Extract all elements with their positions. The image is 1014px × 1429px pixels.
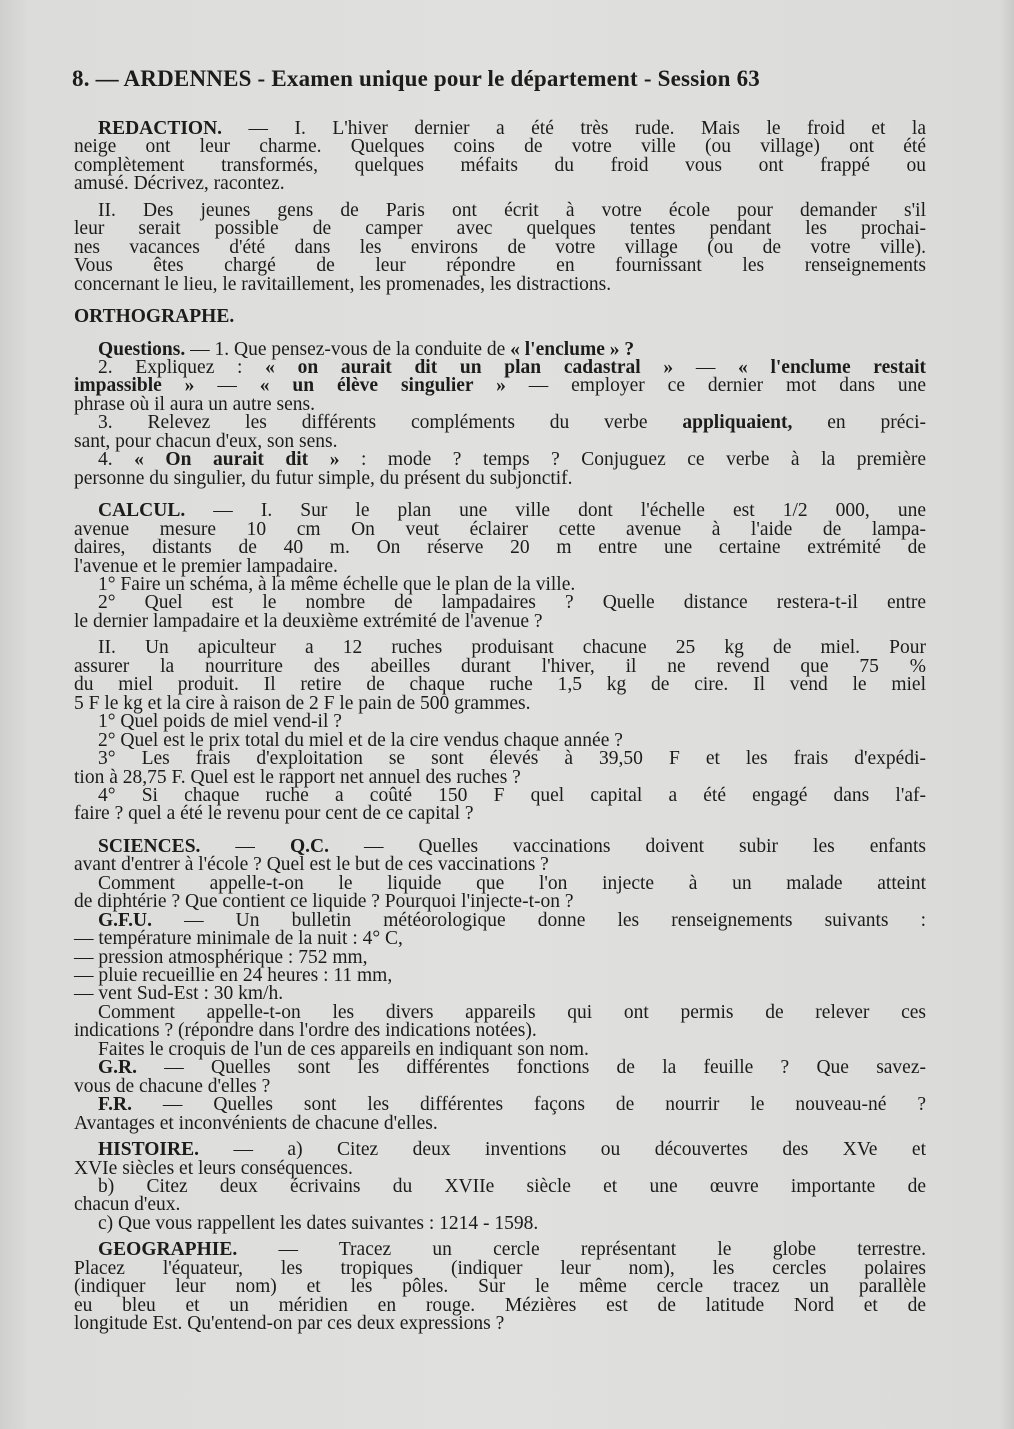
text-line: SCIENCES. — Q.C. — Quelles vaccinations doivent subir les enfants bbox=[98, 835, 927, 857]
text-line: nes vacances d'été dans les environs de votre village (ou de votre ville). bbox=[74, 236, 926, 258]
text-line: 2° Quel est le prix total du miel et de la cire vendus chaque année ? bbox=[98, 729, 623, 751]
section-redaction bbox=[74, 120, 926, 294]
text-line: de diphtérie ? Que contient ce liquide ? Pourquoi l'injecte-t-on ? bbox=[74, 891, 574, 913]
text-line: b) Citez deux écrivains du XVIIe siècle et une œuvre importante de bbox=[98, 1176, 926, 1198]
text-line: longitude Est. Qu'entend-on par ces deux expressions ? bbox=[74, 1313, 505, 1335]
text-line: faire ? quel a été le revenu pour cent de ce capital ? bbox=[74, 803, 474, 825]
text-line: Faites le croquis de l'un de ces appareils en indiquant son nom. bbox=[98, 1038, 589, 1060]
section-geographie bbox=[74, 1241, 926, 1333]
text-line: Comment appelle-t-on les divers appareils qui ont permis de relever ces bbox=[98, 1001, 926, 1023]
text-span: 3. Relevez les différents compléments du verbe bbox=[98, 412, 683, 434]
text-line bbox=[74, 1096, 926, 1114]
text-span: Q.C. bbox=[289, 835, 329, 857]
text-span: — Un bulletin météorologique donne les renseignements suivants : bbox=[152, 909, 926, 931]
text-line: leur serait possible de camper avec quelques tentes pendant les prochai- bbox=[74, 218, 926, 240]
text-span: — Quelles sont les différentes fonctions de la feuille ? Que savez- bbox=[137, 1057, 926, 1079]
text-line: 1° Faire un schéma, à la même échelle que le plan de la ville. bbox=[98, 573, 576, 595]
text-line bbox=[74, 502, 926, 520]
text-line: complètement transformés, quelques méfaits du froid vous ont frappé ou bbox=[74, 154, 926, 176]
text-span: — I. L'hiver dernier a été très rude. Mais le froid et la bbox=[248, 118, 927, 139]
text-span: — bbox=[194, 375, 260, 397]
section-label: CALCUL. bbox=[98, 500, 186, 522]
text-line: du miel produit. Il retire de chaque ruche 1,5 kg de cire. Il vend le miel bbox=[74, 674, 926, 696]
section-label: HISTOIRE. bbox=[98, 1139, 199, 1161]
text-line: — vent Sud-Est : 30 km/h. bbox=[74, 983, 284, 1005]
section-label: REDACTION. bbox=[98, 118, 223, 139]
section-orthographe bbox=[74, 308, 926, 488]
text-line: concernant le lieu, le ravitaillement, les promenades, les distractions. bbox=[74, 273, 612, 295]
text-line: avenue mesure 10 cm On veut éclairer cette avenue à l'aide de lampa- bbox=[74, 518, 926, 540]
text-line: 4° Si chaque ruche a coûté 150 F quel capital a été engagé dans l'af- bbox=[98, 784, 926, 806]
text-line: l'avenue et le premier lampadaire. bbox=[74, 555, 338, 577]
text-line: — pluie recueillie en 24 heures : 11 mm, bbox=[74, 965, 393, 987]
text-span: impassible » bbox=[74, 375, 195, 397]
text-line bbox=[74, 1141, 926, 1159]
text-line: II. Un apiculteur a 12 ruches produisant chacune 25 kg de miel. Pour bbox=[98, 637, 926, 659]
text-span: : mode ? temps ? Conjuguez ce verbe à la première bbox=[339, 449, 926, 471]
text-line bbox=[74, 1059, 926, 1077]
text-line: 3° Les frais d'exploitation se sont élevés à 39,50 F et les frais d'expédi- bbox=[98, 748, 926, 770]
text-line: Vous êtes chargé de leur répondre en fournissant les renseignements bbox=[74, 255, 926, 277]
text-line: 2° Quel est le nombre de lampadaires ? Quelle distance restera-t-il entre bbox=[98, 592, 926, 614]
text-line: — température minimale de la nuit : 4° C, bbox=[74, 928, 403, 950]
text-line: daires, distants de 40 m. On réserve 20 m entre une certaine extrémité de bbox=[74, 537, 926, 559]
text-span: — bbox=[673, 356, 739, 378]
text-line: tion à 28,75 F. Quel est le rapport net annuel des ruches ? bbox=[74, 766, 521, 788]
text-line: II. Des jeunes gens de Paris ont écrit à votre école pour demander s'il bbox=[98, 199, 926, 221]
section-sciences bbox=[74, 835, 927, 1134]
text-span: en préci- bbox=[792, 412, 926, 434]
section-title: ORTHOGRAPHE. bbox=[74, 306, 235, 328]
text-line: (indiquer leur nom) et les pôles. Sur le même cercle tracez un parallèle bbox=[74, 1276, 926, 1298]
text-line: eu bleu et un méridien en rouge. Mézières est de latitude Nord et de bbox=[74, 1294, 926, 1316]
text-line bbox=[74, 451, 926, 469]
text-line: avant d'entrer à l'école ? Quel est le but de ces vaccinations ? bbox=[74, 854, 549, 876]
text-line: le dernier lampadaire et la deuxième extrémité de l'avenue ? bbox=[74, 610, 543, 632]
text-span: G.R. bbox=[98, 1057, 137, 1079]
text-span: « l'enclume » ? bbox=[510, 338, 635, 360]
text-line: vous de chacune d'elles ? bbox=[74, 1075, 271, 1097]
text-line: indications ? (répondre dans l'ordre des indications notées). bbox=[74, 1020, 537, 1042]
text-line: c) Que vous rappellent les dates suivantes : 1214 - 1598. bbox=[98, 1212, 539, 1234]
section-calcul bbox=[74, 502, 926, 824]
text-line: personne du singulier, du futur simple, du présent du subjonctif. bbox=[74, 467, 573, 489]
text-span: « on aurait dit un plan cadastral » bbox=[265, 356, 674, 378]
text-span: — I. Sur le plan une ville dont l'échelle est 1/2 000, une bbox=[213, 500, 926, 522]
text-span: — Quelles vaccinations doivent subir les enfants bbox=[328, 835, 927, 857]
section-histoire bbox=[74, 1141, 926, 1233]
text-line: — pression atmosphérique : 752 mm, bbox=[74, 946, 368, 968]
text-line: Avantages et inconvénients de chacune d'elles. bbox=[74, 1112, 438, 1134]
text-line: sant, pour chacun d'eux, son sens. bbox=[74, 430, 338, 452]
text-line: XVIe siècles et leurs conséquences. bbox=[74, 1157, 353, 1179]
text-span: — a) Citez deux inventions ou découvertes des XVe et bbox=[198, 1139, 926, 1161]
page-header-text: 8. — ARDENNES - Examen unique pour le département - Session 63 bbox=[72, 66, 760, 91]
page-content bbox=[74, 120, 926, 1334]
text-line: amusé. Décrivez, racontez. bbox=[74, 173, 285, 195]
text-span: G.F.U. bbox=[98, 909, 152, 931]
text-line: Comment appelle-t-on le liquide que l'on injecte à un malade atteint bbox=[98, 872, 926, 894]
text-span: — Tracez un cercle représentant le globe terrestre. bbox=[237, 1239, 926, 1261]
text-span: 4. bbox=[98, 449, 135, 471]
text-line: assurer la nourriture des abeilles durant l'hiver, il ne revend que 75 % bbox=[74, 655, 926, 677]
text-line: phrase où il aura un autre sens. bbox=[74, 393, 315, 415]
text-line: chacun d'eux. bbox=[74, 1194, 181, 1216]
text-span: — employer ce dernier mot dans une bbox=[505, 375, 927, 397]
text-line: neige ont leur charme. Quelques coins de votre ville (ou village) ont été bbox=[74, 136, 926, 158]
section-label: Questions. bbox=[98, 338, 186, 360]
section-label: GEOGRAPHIE. bbox=[98, 1239, 238, 1261]
page-header bbox=[72, 64, 926, 94]
section-label: SCIENCES. bbox=[98, 835, 201, 857]
text-line: 5 F le kg et la cire à raison de 2 F le pain de 500 grammes. bbox=[74, 692, 531, 714]
text-span: « l'enclume restait bbox=[738, 356, 927, 378]
text-span: « On aurait dit » bbox=[134, 449, 340, 471]
text-span: F.R. bbox=[98, 1094, 132, 1116]
text-line: 1° Quel poids de miel vend-il ? bbox=[98, 711, 342, 733]
text-span: « un élève singulier » bbox=[259, 375, 506, 397]
text-span: appliquaient, bbox=[682, 412, 793, 434]
text-span: — Quelles sont les différentes façons de nourrir le nouveau-né ? bbox=[131, 1094, 926, 1116]
text-span: — 1. Que pensez-vous de la conduite de bbox=[190, 338, 511, 360]
text-line: Placez l'équateur, les tropiques (indiquer leur nom), les cercles polaires bbox=[74, 1257, 926, 1279]
text-span: 2. Expliquez : bbox=[98, 356, 266, 378]
